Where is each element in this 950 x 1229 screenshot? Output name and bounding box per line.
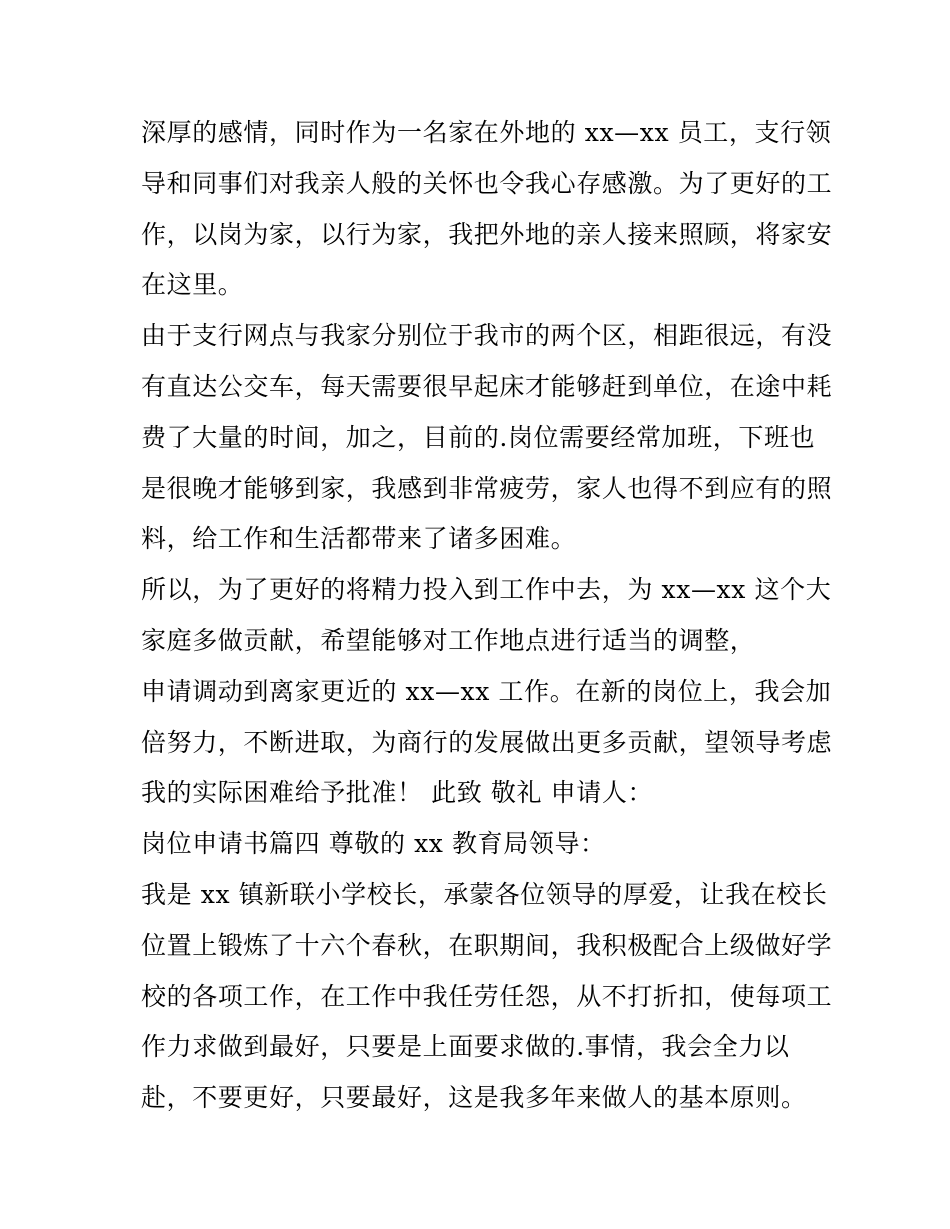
text-line: 料，给工作和生活都带来了诸多困难。 — [141, 524, 577, 554]
text-line: 作力求做到最好，只要是上面要求做的.事情，我会全力以 — [141, 1032, 790, 1062]
text-line: 位置上锻炼了十六个春秋，在职期间，我积极配合上级做好学 — [141, 930, 833, 960]
text-line: 倍努力，不断进取，为商行的发展做出更多贡献，望领导考虑 — [141, 727, 833, 757]
text-line: 岗位申请书篇四 尊敬的 xx 教育局领导： — [141, 829, 606, 859]
document-body — [141, 108, 831, 1124]
text-line: 所以，为了更好的将精力投入到工作中去，为 xx—xx 这个大 — [141, 575, 832, 605]
text-line: 由于支行网点与我家分别位于我市的两个区，相距很远，有没 — [141, 321, 833, 351]
text-line: 赴，不要更好，只要最好，这是我多年来做人的基本原则。 — [141, 1083, 807, 1113]
text-line: 有直达公交车，每天需要很早起床才能够赶到单位，在途中耗 — [141, 371, 833, 401]
text-line: 我的实际困难给予批准！ 此致 敬礼 申请人： — [141, 778, 654, 808]
text-line: 申请调动到离家更近的 xx—xx 工作。在新的岗位上，我会加 — [141, 676, 832, 706]
text-line: 我是 xx 镇新联小学校长，承蒙各位领导的厚爱，让我在校长 — [141, 879, 828, 909]
text-line: 导和同事们对我亲人般的关怀也令我心存感激。为了更好的工 — [141, 168, 833, 198]
text-line: 费了大量的时间，加之，目前的.岗位需要经常加班，下班也 — [141, 422, 816, 452]
text-line: 家庭多做贡献，希望能够对工作地点进行适当的调整， — [141, 625, 756, 655]
text-line: 深厚的感情，同时作为一名家在外地的 xx—xx 员工，支行领 — [141, 118, 832, 147]
text-line: 是很晚才能够到家，我感到非常疲劳，家人也得不到应有的照 — [141, 473, 833, 503]
text-line: 校的各项工作，在工作中我任劳任怨，从不打折扣，使每项工 — [141, 981, 833, 1011]
text-line: 作，以岗为家，以行为家，我把外地的亲人接来照顾，将家安 — [141, 219, 833, 249]
text-line: 在这里。 — [141, 270, 244, 300]
